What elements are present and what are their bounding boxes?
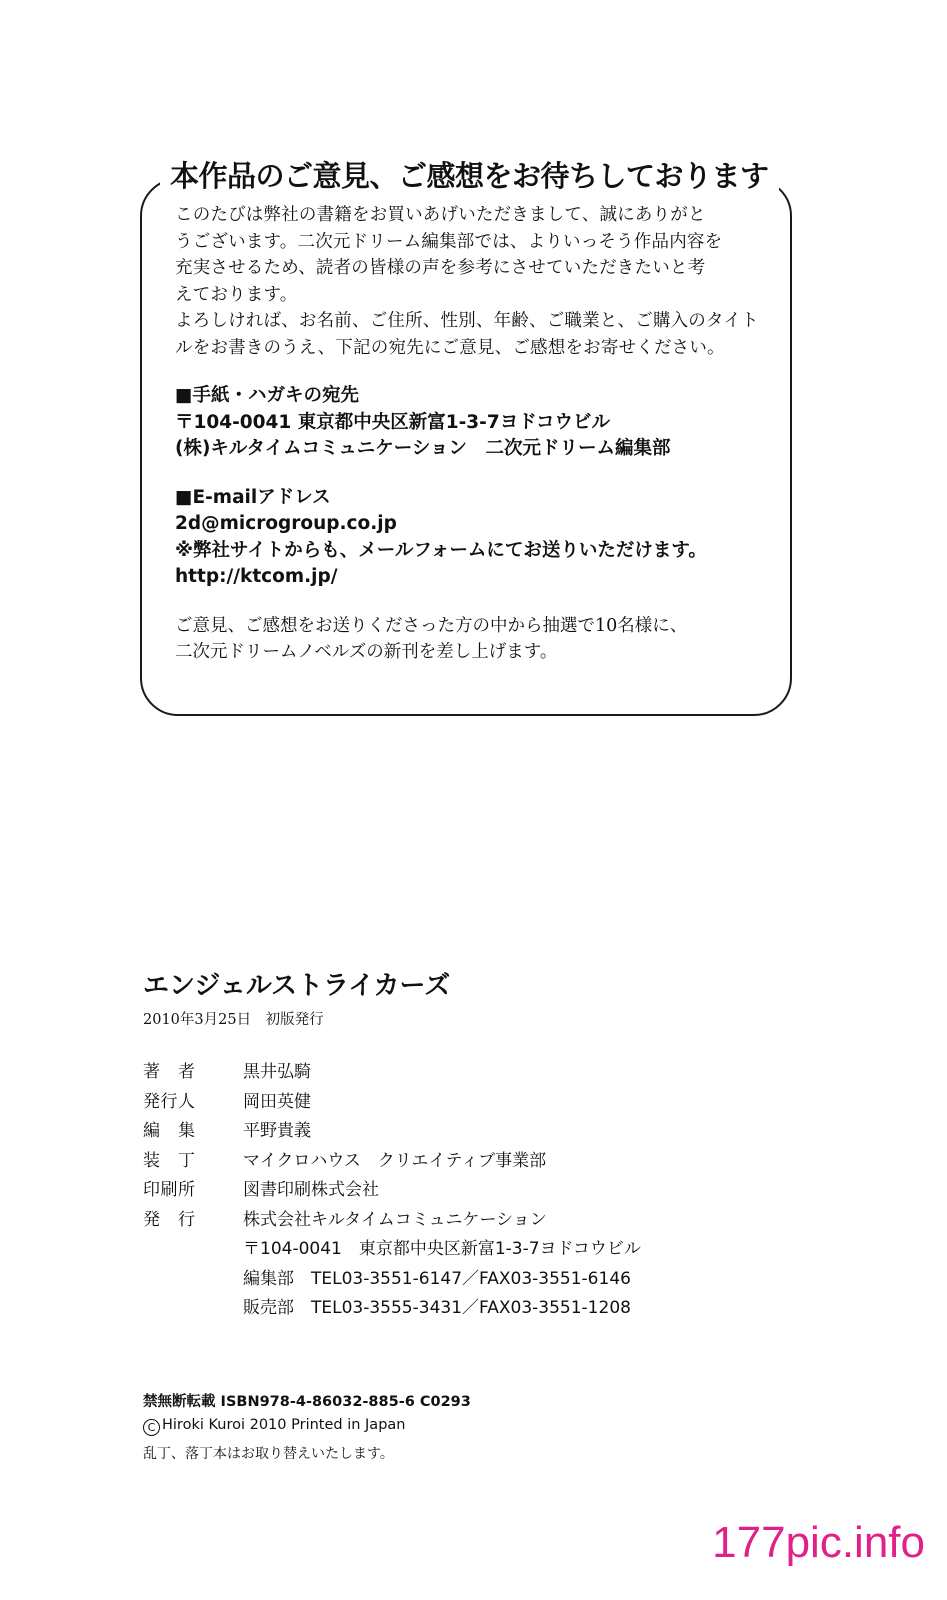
email-section xyxy=(175,485,775,591)
postal-recipient: (株)キルタイムコミュニケーション 二次元ドリーム編集部 xyxy=(175,438,671,459)
publication-date: 2010年3月25日 初版発行 xyxy=(143,1012,324,1028)
isbn-line: 禁無断転載 ISBN978-4-86032-885-6 C0293 xyxy=(143,1394,471,1410)
publisher-address: 〒104-0041 東京都中央区新富1-3-7ヨドコウビル xyxy=(243,1239,641,1260)
credit-value: マイクロハウス クリエイティブ事業部 xyxy=(243,1150,547,1171)
credit-value: 株式会社キルタイムコミュニケーション xyxy=(243,1209,547,1230)
colophon xyxy=(143,970,863,1321)
book-title: エンジェルストライカーズ xyxy=(143,971,451,1001)
notice-paragraph-line: ルをお書きのうえ、下記の宛先にご意見、ご感想をお寄せください。 xyxy=(175,337,725,358)
notice-paragraph-line: 充実させるため、読者の皆様の声を参考にさせていただきたいと考 xyxy=(175,258,706,278)
credit-value: 黒井弘騎 xyxy=(243,1062,311,1083)
editorial-contact: 編集部 TEL03-3551-6147／FAX03-3551-6146 xyxy=(243,1268,631,1289)
credit-value: 平野貴義 xyxy=(243,1121,311,1142)
watermark: 177pic.info xyxy=(712,1518,925,1567)
website-url[interactable]: http://ktcom.jp/ xyxy=(175,566,338,587)
editorial-contact-row xyxy=(143,1262,863,1292)
postal-section xyxy=(175,383,775,463)
credit-value: 図書印刷株式会社 xyxy=(243,1180,379,1201)
credit-label: 装 丁 xyxy=(143,1150,196,1171)
postal-heading: ■手紙・ハガキの宛先 xyxy=(175,385,359,406)
notice-paragraph-line: うございます。二次元ドリーム編集部では、よりいっそう作品内容を xyxy=(175,231,723,252)
exchange-notice: 乱丁、落丁本はお取り替えいたします。 xyxy=(143,1446,394,1462)
notice-paragraph-line: このたびは弊社の書籍をお買いあげいただきまして、誠にありがと xyxy=(175,205,706,225)
email-address[interactable]: 2d@microgroup.co.jp xyxy=(175,513,397,534)
closing-line: ご意見、ご感想をお送りくださった方の中から抽選で10名様に、 xyxy=(175,615,688,636)
credit-row-issuer xyxy=(143,1203,863,1233)
credit-label: 発行人 xyxy=(143,1091,196,1112)
copyright-line xyxy=(143,1415,471,1436)
credit-row-design xyxy=(143,1144,863,1174)
email-heading: ■E-mailアドレス xyxy=(175,486,331,508)
credit-row-editor xyxy=(143,1114,863,1144)
closing-section xyxy=(175,613,775,666)
publisher-address-row xyxy=(143,1232,863,1262)
sales-contact: 販売部 TEL03-3555-3431／FAX03-3551-1208 xyxy=(243,1298,631,1319)
legal-footer xyxy=(143,1392,471,1464)
credit-row-author xyxy=(143,1055,863,1085)
notice-paragraph-line: えております。 xyxy=(175,284,298,305)
credit-row-printer xyxy=(143,1173,863,1203)
credit-label: 著 者 xyxy=(143,1062,196,1083)
notice-paragraph-line: よろしければ、お名前、ご住所、性別、年齢、ご職業と、ご購入のタイト xyxy=(175,311,759,331)
sales-contact-row xyxy=(143,1291,863,1321)
credit-label: 編 集 xyxy=(143,1121,196,1142)
copyright-text: Hiroki Kuroi 2010 Printed in Japan xyxy=(162,1417,406,1433)
credit-label: 印刷所 xyxy=(143,1180,196,1201)
credit-label: 発 行 xyxy=(143,1209,196,1230)
credits-list xyxy=(143,1055,863,1321)
credit-row-publisher xyxy=(143,1085,863,1115)
copyright-icon: C xyxy=(143,1419,160,1436)
closing-line: 二次元ドリームノベルズの新刊を差し上げます。 xyxy=(175,642,558,662)
email-note: ※弊社サイトからも、メールフォームにてお送りいただけます。 xyxy=(175,539,707,561)
credit-value: 岡田英健 xyxy=(243,1091,311,1112)
postal-address: 〒104-0041 東京都中央区新富1-3-7ヨドコウビル xyxy=(175,411,610,433)
notice-body xyxy=(175,202,775,666)
notice-title: 本作品のご意見、ご感想をお待ちしております xyxy=(160,157,779,195)
